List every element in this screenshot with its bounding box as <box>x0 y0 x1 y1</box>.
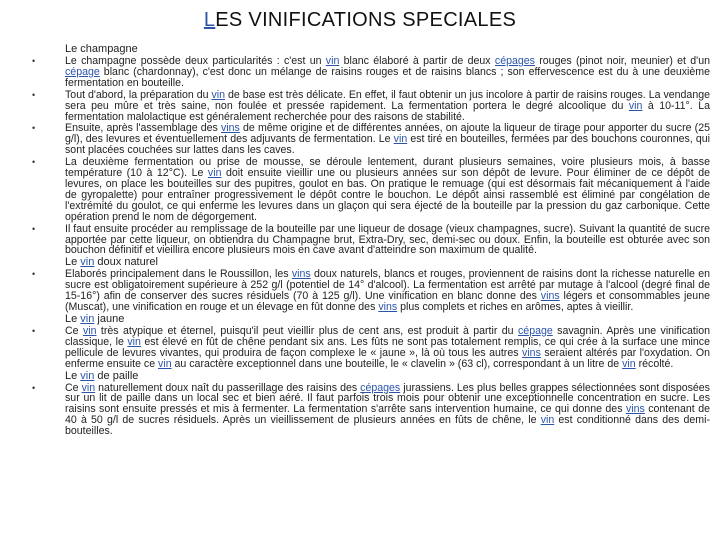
paragraph-text: Tout d'abord, la préparation du <box>65 88 212 101</box>
title-first-letter: L <box>203 9 216 31</box>
paragraph-text: doux naturels, blancs et rouges, proviennent de raisins dont la richesse naturelle en sucre est obligatoirement supérieure à 252 g/l (potentiel de 14° d'alcool). La fermentation est arrêté par mutage à l'alcool (degré final de 15-16°) afin de conserver des sucres résiduels (70 à 125 g/l). Une vinification en blanc donne des <box>65 268 710 303</box>
paragraph-text: au caractère exceptionnel dans une bouteille, le « clavelin » (63 cl), correspondant à un litre de <box>171 357 623 370</box>
glossary-link[interactable]: vin <box>80 312 95 325</box>
paragraph-text: seraient altérés par l'oxydation. On enferme ensuite ce <box>65 346 710 370</box>
bullet-paragraph <box>28 123 710 156</box>
glossary-link[interactable]: vin <box>211 88 225 101</box>
section-heading <box>28 313 710 325</box>
glossary-link[interactable]: cépages <box>360 381 401 394</box>
bullet-icon: • <box>32 382 36 393</box>
glossary-link[interactable]: vin <box>325 55 340 67</box>
paragraph-text: Ce <box>65 381 82 394</box>
paragraph-text: très atypique et éternel, puisqu'il peut vieillir plus de cent ans, est produit à partir du <box>96 324 518 337</box>
paragraph-text: de base est très délicate. En effet, il faut obtenir un jus incolore à partir de raisins rouges. La vendange sera peu mûre et très saine, non foulée et pressée rapidement. La fermentation portera le degré alcoolique du <box>65 88 710 112</box>
glossary-link[interactable]: vin <box>158 357 172 370</box>
bullet-paragraph <box>28 383 710 438</box>
glossary-link[interactable]: vin <box>540 414 555 427</box>
glossary-link[interactable]: cépage <box>518 324 553 337</box>
bullet-paragraph <box>28 56 710 89</box>
bullet-paragraph <box>28 90 710 123</box>
paragraph-text: Le <box>65 312 81 325</box>
glossary-link[interactable]: vins <box>291 268 311 281</box>
paragraph-text: doux naturel <box>94 256 158 269</box>
paragraph-text: Ensuite, après l'assemblage des <box>65 122 221 135</box>
paragraph-text: Il faut ensuite procéder au remplissage de la bouteille par une liqueur de dosage (vieux champagnes, sucre). Suivant la quantité de sucre apportée par cette liqueur, on obtiendra du Champagne brut, Extra-Dry, sec, demi-sec ou doux. Enfin, la bouteille est obturée avec son bouchon définitif et vieillira encore plusieurs mois en cave avant d'atteindre son maximum de qualité. <box>65 222 710 257</box>
paragraph-text: à 10-11°. La fermentation malolactique est généralement recherchée pour des raisons de stabilité. <box>65 99 710 123</box>
paragraph-text: rouges (pinot noir, meunier) et d'un <box>534 55 710 67</box>
paragraph-text: est tiré en bouteilles, fermées par des bouchons couronnes, qui sont placées couchées sur lattes dans les caves. <box>65 133 710 157</box>
section-heading <box>28 370 710 382</box>
bullet-icon: • <box>32 325 36 336</box>
glossary-link[interactable]: vins <box>625 403 645 416</box>
paragraph-text: jurassiens. Les plus belles grappes sélectionnées sont disposées sur un lit de paille dans un local sec et bien aéré. Il faut parfois trois mois pour obtenir une exceptionnelle concentration en sucre. Les raisins sont ensuite pressés et mis à fermenter. La fermentation s'arrête sans intervention humaine, ce qui donne des <box>65 381 710 416</box>
glossary-link[interactable]: vin <box>628 99 643 112</box>
paragraph-text: savagnin. Après une vinification classique, le <box>65 324 710 348</box>
paragraph-text: est élevé en fût de chêne pendant six ans. Les fûts ne sont pas totalement remplis, ce qui crée à la surface une mince pellicule de levures vivantes, qui produira de façon complexe le « jaune », là où tous les autres <box>65 335 710 359</box>
paragraph-text: contenant de 40 à 50 g/l de sucres résiduels. Après un vieillissement de plusieurs années en fûts de chêne, le <box>65 403 710 427</box>
glossary-link[interactable]: vin <box>80 369 95 382</box>
bullet-paragraph <box>28 224 710 257</box>
bullet-icon: • <box>32 89 36 100</box>
paragraph-text: de même origine et de différentes années, on ajoute la liqueur de tirage pour apporter du sucre (25 g/l), des levures et éventuellement des adjuvants de fermentation. Le <box>65 122 710 146</box>
paragraph-text: plus complets et riches en arômes, aptes à vieillir. <box>397 301 634 314</box>
glossary-link[interactable]: vins <box>378 301 398 314</box>
paragraph-text: Ce <box>65 324 83 337</box>
paragraph-text: blanc élaboré à partir de deux <box>339 55 495 67</box>
paragraph-text: récolté. <box>635 357 674 370</box>
bullet-icon: • <box>32 56 36 66</box>
paragraph-text: de paille <box>94 369 139 382</box>
title-rest: ES VINIFICATIONS SPECIALES <box>215 9 517 31</box>
glossary-link[interactable]: vins <box>221 122 240 135</box>
paragraph-text: doit ensuite vieillir une ou plusieurs années sur son dépôt de levure. Pour éliminer de ce dépôt de levures, on place les bouteilles sur des pupitres, goulot en bas. On pratique le remuage (qui est désormais fait mécaniquement à l'aide de gyropalette) pour entraîner progressivement le dépôt contre le bouchon. Le dépôt ainsi rassemblé est éliminé par congélation de l'extrémité du goulot, ce qui enferme les levures dans un glaçon qui sera éjecté de la bouteille par la pression du gaz carbonique. Cette opération prend le nom de dégorgement. <box>65 167 711 223</box>
bullet-paragraph <box>28 269 710 313</box>
glossary-link[interactable]: vin <box>207 167 222 180</box>
glossary-link[interactable]: vin <box>80 256 95 269</box>
paragraph-text: blanc (chardonnay), c'est donc un mélange de raisins rouges et de raisins blancs ; son effervescence est du à une deuxième fermentation en bouteille. <box>65 65 710 89</box>
glossary-link[interactable]: vin <box>82 324 97 337</box>
bullet-icon: • <box>32 269 36 280</box>
paragraph-text: naturellement doux naît du passerillage des raisins des <box>95 381 361 394</box>
paragraph-text: Le <box>65 369 81 382</box>
bullet-paragraph <box>28 326 710 370</box>
paragraph-text: légers et consommables jeune (Muscat), une vinification en rouge et un élevage en fût donne des <box>65 290 710 314</box>
glossary-link[interactable]: vins <box>522 346 541 359</box>
paragraph-text: Le <box>65 256 81 269</box>
glossary-link[interactable]: cépages <box>494 55 535 67</box>
glossary-link[interactable]: vin <box>622 357 636 370</box>
bullet-icon: • <box>32 157 36 168</box>
bullet-paragraph <box>28 157 710 222</box>
paragraph-text: La deuxième fermentation ou prise de mousse, se déroule lentement, durant plusieurs semaines, voire plusieurs mois, à basse température (10 à 12°C). Le <box>65 156 710 180</box>
paragraph-text: Elaborés principalement dans le Roussillon, les <box>65 268 292 281</box>
glossary-link[interactable]: cépage <box>65 65 100 78</box>
paragraph-text: jaune <box>94 312 125 325</box>
glossary-link[interactable]: vin <box>393 133 408 146</box>
paragraph-text: est conditionné dans des demi-bouteilles. <box>65 414 710 438</box>
glossary-link[interactable]: vins <box>540 290 560 303</box>
page-title <box>0 9 720 32</box>
section-heading <box>28 256 710 268</box>
glossary-link[interactable]: vin <box>81 381 96 394</box>
paragraph-text: Le champagne <box>65 43 138 55</box>
document-body <box>28 43 710 437</box>
section-heading <box>28 43 710 55</box>
paragraph-text: Le champagne possède deux particularités : c'est un <box>65 55 326 67</box>
bullet-icon: • <box>32 123 36 134</box>
glossary-link[interactable]: vin <box>127 335 141 348</box>
bullet-icon: • <box>32 223 36 234</box>
